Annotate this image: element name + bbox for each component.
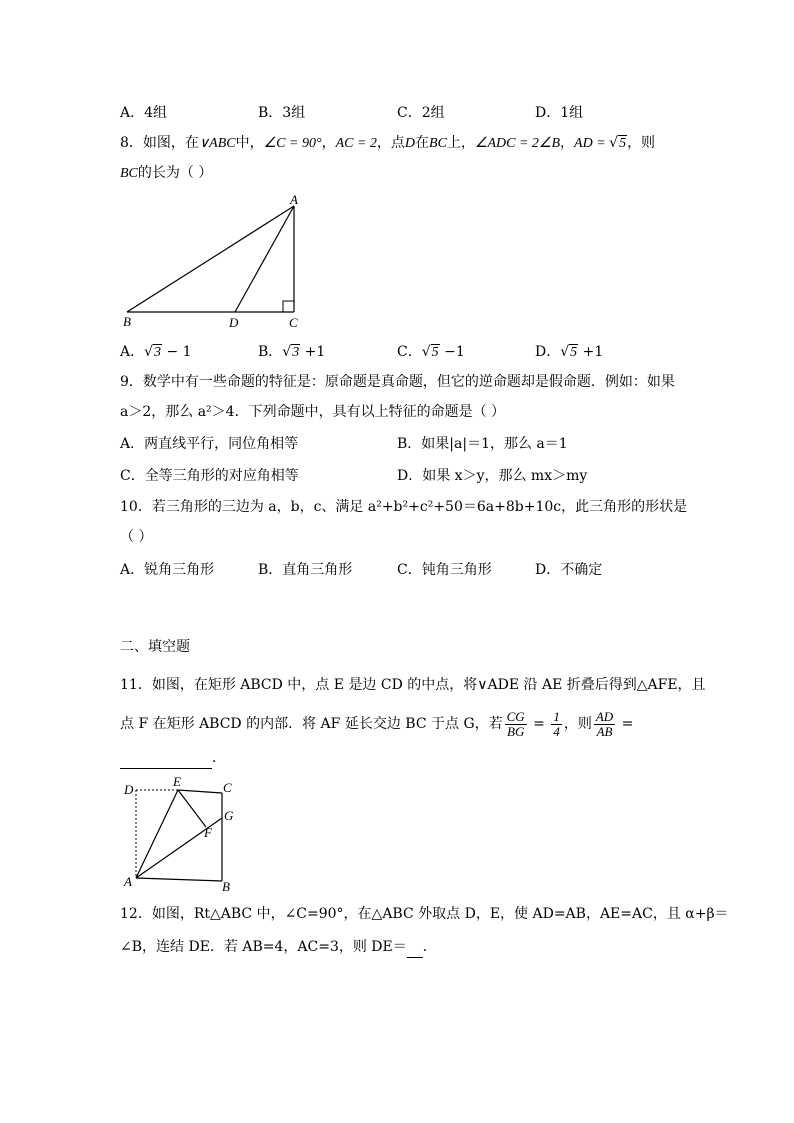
q7-option-b: B．3组 — [258, 105, 306, 121]
segment-ab — [127, 206, 294, 312]
q8-option-b: B．√3 +1 — [258, 344, 326, 360]
q7-option-d: D．1组 — [535, 105, 584, 121]
label-c: C — [223, 780, 232, 795]
q7-option-c: C．2组 — [397, 105, 445, 121]
section-heading: 二、填空题 — [120, 639, 190, 655]
q11-line-1: 11．如图，在矩形 ABCD 中，点 E 是边 CD 的中点，将∨ADE 沿 AE 折叠后得到△AFE，且 — [120, 677, 706, 693]
q9-option-a: A．两直线平行，同位角相等 — [120, 436, 299, 452]
q9-line-2: a＞2，那么 a²＞4．下列命题中，具有以上特征的命题是（ ） — [120, 404, 506, 420]
q12-line-2: ∠B，连结 DE．若 AB=4，AC=3，则 DE＝ ． — [120, 937, 437, 958]
q11-answer-line: ． — [120, 748, 226, 769]
segment-ec — [178, 790, 222, 793]
q8-option-c: C．√5 −1 — [397, 344, 465, 360]
label-d: D — [229, 315, 239, 330]
label-d: D — [124, 782, 134, 797]
q8-triangle-figure — [115, 193, 315, 333]
segment-ad — [235, 206, 294, 312]
label-g: G — [224, 808, 234, 823]
q10-line-2: （ ） — [120, 529, 153, 545]
q9-line-1: 9．数学中有一些命题的特征是：原命题是真命题，但它的逆命题却是假命题．例如：如果 — [120, 374, 675, 390]
segment-ab — [136, 878, 222, 881]
label-b: B — [222, 879, 230, 894]
label-f: F — [204, 825, 212, 840]
q9-option-d: D．如果 x＞y，那么 mx＞my — [397, 468, 588, 484]
q11-line-2: 点 F 在矩形 ABCD 的内部．将 AF 延长交边 BC 于点 G，若 $\frac{CG}{BG}$ = $\frac{1}{4}$ ，则 $\frac{AD}{AB}$ = — [120, 708, 634, 739]
label-a: A — [124, 874, 132, 889]
fraction-one-quarter: $\frac{1}{4}$ — [553, 708, 560, 739]
label-b: B — [123, 314, 131, 329]
answer-blank — [407, 937, 423, 958]
label-c: C — [289, 315, 298, 330]
q10-option-c: C．钝角三角形 — [397, 562, 492, 578]
q9-option-b: B．如果|a|＝1，那么 a＝1 — [397, 436, 568, 452]
q9-option-c: C．全等三角形的对应角相等 — [120, 468, 299, 484]
q10-option-d: D．不确定 — [535, 562, 603, 578]
q7-option-a: A．4组 — [120, 105, 168, 121]
answer-blank — [120, 748, 212, 769]
q10-option-a: A．锐角三角形 — [120, 562, 215, 578]
q8-option-a: A．√3 − 1 — [120, 344, 192, 360]
right-angle-mark — [283, 301, 294, 312]
fraction-ad-ab: $\frac{AD}{AB}$ — [595, 708, 614, 739]
q10-line-1: 10．若三角形的三边为 a，b，c、满足 a²+b²+c²+50＝6a+8b+10c，此三角形的形状是 — [120, 499, 688, 515]
label-e: E — [173, 775, 181, 789]
q10-option-b: B．直角三角形 — [258, 562, 353, 578]
segment-ef — [178, 790, 206, 827]
fraction-cg-bg: $\frac{CG}{BG}$ — [506, 708, 525, 739]
q11-rectangle-figure — [118, 775, 248, 895]
segment-ae — [136, 790, 178, 878]
q8-option-d: D．√5 +1 — [535, 344, 604, 360]
label-a: A — [290, 193, 298, 207]
q12-line-1: 12．如图，Rt△ABC 中，∠C=90°，在△ABC 外取点 D，E，使 AD=AB，AE=AC，且 α+β＝ — [120, 906, 729, 922]
q8-line-1: 8．如图，在∨ABC中，∠C = 90°，AC = 2，点D在BC上，∠ADC = 2∠B，AD = √5，则 — [120, 135, 656, 151]
q8-line-2: BC的长为（ ） — [120, 165, 213, 181]
